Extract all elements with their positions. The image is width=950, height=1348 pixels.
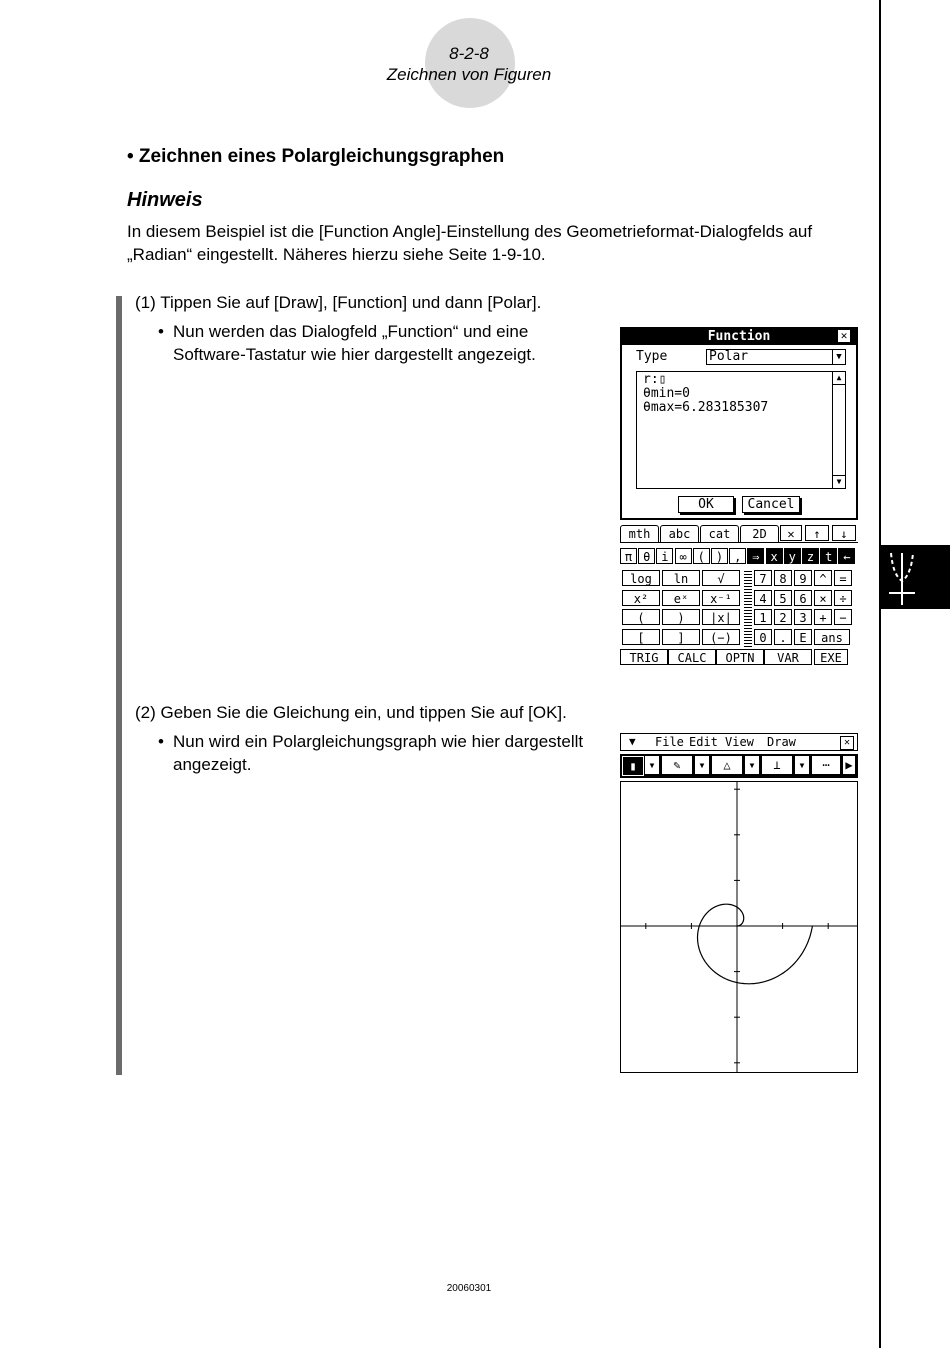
- scroll-up-icon[interactable]: ▲: [833, 372, 845, 385]
- geometry-chapter-icon: [881, 545, 950, 609]
- function-key[interactable]: log: [622, 570, 660, 586]
- number-key[interactable]: ×: [814, 590, 832, 606]
- step-2: (2) Geben Sie die Gleichung ein, und tippen Sie auf [OK].: [135, 703, 567, 722]
- function-key[interactable]: ln: [662, 570, 700, 586]
- menu-edit[interactable]: Edit: [689, 735, 718, 749]
- key-trig[interactable]: TRIG: [620, 649, 668, 665]
- number-key[interactable]: E: [794, 629, 812, 645]
- key-exe[interactable]: EXE: [814, 649, 848, 665]
- menu-draw[interactable]: Draw: [767, 735, 796, 749]
- select-tool-icon[interactable]: ▮: [622, 756, 644, 776]
- key-6[interactable]: ,: [729, 548, 746, 564]
- tab-cat[interactable]: cat: [700, 525, 739, 543]
- equation-input[interactable]: [636, 371, 846, 489]
- polar-curve: [698, 904, 813, 984]
- graph-canvas: [621, 782, 857, 1072]
- number-key[interactable]: 5: [774, 590, 792, 606]
- number-key[interactable]: ^: [814, 570, 832, 586]
- number-key[interactable]: 0: [754, 629, 772, 645]
- key-11[interactable]: t: [820, 548, 837, 564]
- step-2-bullet: [158, 730, 608, 776]
- function-key[interactable]: (: [622, 609, 660, 625]
- toolbar: [620, 754, 858, 778]
- chapter-title: Zeichnen von Figuren: [386, 65, 552, 84]
- number-key[interactable]: 6: [794, 590, 812, 606]
- key-5[interactable]: ): [711, 548, 728, 564]
- chapter-tab: [881, 545, 950, 609]
- step-marker-bar: [116, 296, 122, 1075]
- ok-button[interactable]: OK: [678, 496, 734, 513]
- key-10[interactable]: z: [802, 548, 819, 564]
- type-label: Type: [636, 349, 668, 364]
- key-7[interactable]: ⇒: [747, 548, 764, 564]
- key-2[interactable]: i: [656, 548, 673, 564]
- right-margin-rule: [879, 0, 881, 1348]
- section-title: • Zeichnen eines Polargleichungsgraphen: [127, 146, 505, 167]
- scroll-down-icon[interactable]: ▼: [833, 475, 845, 488]
- hint-title: Hinweis: [127, 189, 203, 211]
- chevron-down-icon[interactable]: ▾: [745, 756, 759, 774]
- theta-max-line: θmax=6.283185307: [643, 400, 769, 415]
- page-number: 8-2-8: [449, 44, 489, 63]
- key-12[interactable]: ←: [838, 548, 855, 564]
- key-var[interactable]: VAR: [764, 649, 812, 665]
- perpendicular-tool-icon[interactable]: ⊥: [762, 756, 792, 774]
- number-key[interactable]: 3: [794, 609, 812, 625]
- key-0[interactable]: π: [620, 548, 637, 564]
- function-dialog: [620, 327, 858, 520]
- menu-bar: [620, 733, 858, 751]
- function-key[interactable]: |x|: [702, 609, 740, 625]
- geometry-window: [620, 733, 858, 1073]
- number-key[interactable]: −: [834, 609, 852, 625]
- pen-tool-icon[interactable]: ✎: [662, 756, 692, 774]
- tab-mth[interactable]: mth: [620, 525, 659, 543]
- footer-code: 20060301: [446, 1283, 492, 1294]
- chevron-down-icon[interactable]: ▾: [695, 756, 709, 774]
- keyboard-up-icon[interactable]: ↑: [805, 525, 829, 541]
- soft-keyboard: [620, 525, 858, 669]
- number-key[interactable]: 4: [754, 590, 772, 606]
- function-key[interactable]: √: [702, 570, 740, 586]
- keyboard-divider: [744, 569, 752, 647]
- hint-text: In diesem Beispiel ist die [Function Angle]-Einstellung des Geometrieformat-Dialogfelds auf „Radian“ eingestellt. Näheres hierzu siehe Seite 1-9-10.: [127, 222, 813, 264]
- chevron-down-icon[interactable]: ▼: [832, 350, 845, 364]
- key-8[interactable]: x: [766, 548, 783, 564]
- step-2-bullet-text: Nun wird ein Polargleichungsgraph wie hier dargestellt angezeigt.: [173, 732, 584, 774]
- step-1-bullet-text: Nun werden das Dialogfeld „Function“ und eine Software-Tastatur wie hier dargestellt angezeigt.: [173, 322, 536, 364]
- scrollbar[interactable]: [832, 372, 845, 488]
- function-key[interactable]: x²: [622, 590, 660, 606]
- menu-arrow-icon[interactable]: ▼: [629, 735, 636, 748]
- keyboard-close-icon[interactable]: ✕: [780, 525, 802, 541]
- number-key[interactable]: ÷: [834, 590, 852, 606]
- tab-2d[interactable]: 2D: [740, 525, 779, 543]
- type-select[interactable]: [706, 349, 846, 365]
- type-value: Polar: [709, 349, 749, 364]
- menu-view[interactable]: View: [725, 735, 754, 749]
- number-key[interactable]: 8: [774, 570, 792, 586]
- key-1[interactable]: θ: [638, 548, 655, 564]
- function-key[interactable]: (−): [702, 629, 740, 645]
- theta-min-line: θmin=0: [643, 386, 690, 401]
- play-icon[interactable]: ▶: [843, 756, 855, 774]
- bullet-dot: •: [158, 322, 164, 341]
- number-key[interactable]: +: [814, 609, 832, 625]
- grid-tool-icon[interactable]: ⋯: [812, 756, 840, 774]
- key-4[interactable]: (: [693, 548, 710, 564]
- equation-line: r:▯: [643, 372, 667, 387]
- function-key[interactable]: x⁻¹: [702, 590, 740, 606]
- keyboard-down-icon[interactable]: ↓: [832, 525, 856, 541]
- number-key[interactable]: 2: [774, 609, 792, 625]
- number-key[interactable]: 9: [794, 570, 812, 586]
- key-optn[interactable]: OPTN: [716, 649, 764, 665]
- step-1: (1) Tippen Sie auf [Draw], [Function] und dann [Polar].: [135, 293, 542, 312]
- number-key[interactable]: 1: [754, 609, 772, 625]
- key-3[interactable]: ∞: [675, 548, 692, 564]
- number-key[interactable]: 7: [754, 570, 772, 586]
- cancel-button[interactable]: Cancel: [742, 496, 800, 513]
- chevron-down-icon[interactable]: ▾: [645, 756, 659, 774]
- close-icon[interactable]: ✕: [840, 736, 854, 750]
- triangle-tool-icon[interactable]: △: [712, 756, 742, 774]
- dialog-title: Function: [707, 329, 771, 344]
- number-key[interactable]: =: [834, 570, 852, 586]
- close-icon[interactable]: ✕: [838, 330, 850, 342]
- number-key[interactable]: .: [774, 629, 792, 645]
- function-key[interactable]: [: [622, 629, 660, 645]
- bullet-dot: •: [158, 732, 164, 751]
- key-9[interactable]: y: [784, 548, 801, 564]
- function-key[interactable]: eˣ: [662, 590, 700, 606]
- dialog-title-bar: [622, 329, 856, 345]
- step-1-bullet: [158, 320, 608, 366]
- polar-graph: [620, 781, 858, 1073]
- menu-file[interactable]: File: [655, 735, 684, 749]
- tab-abc[interactable]: abc: [660, 525, 699, 543]
- function-key[interactable]: ]: [662, 629, 700, 645]
- chevron-down-icon[interactable]: ▾: [795, 756, 809, 774]
- key-calc[interactable]: CALC: [668, 649, 716, 665]
- number-key[interactable]: ans: [814, 629, 850, 645]
- function-key[interactable]: ): [662, 609, 700, 625]
